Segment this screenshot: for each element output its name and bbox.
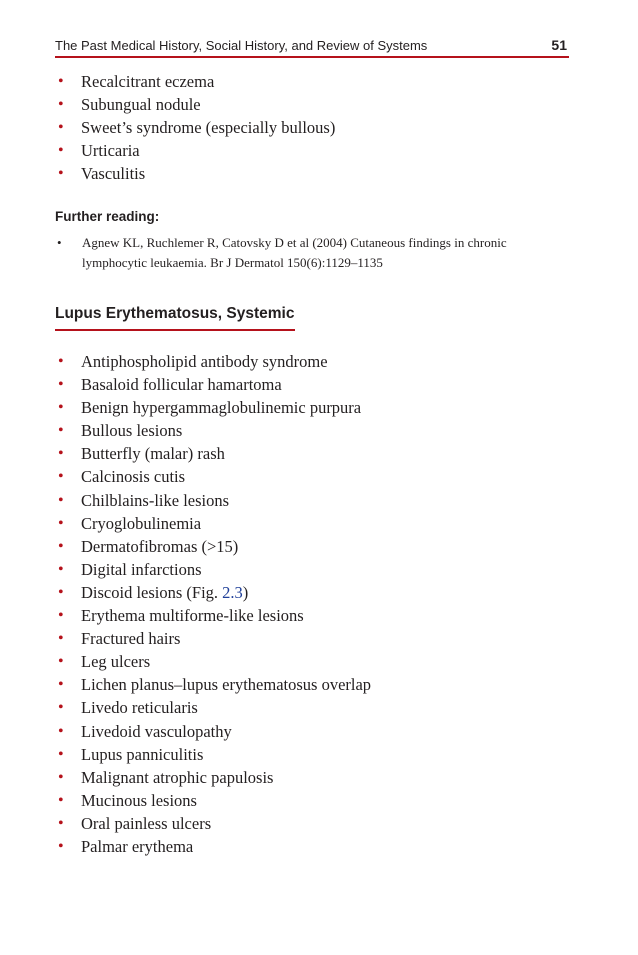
- list-item: [58, 673, 371, 696]
- bullet-icon: •: [58, 422, 64, 440]
- list-item: [58, 604, 371, 627]
- bullet-icon: •: [58, 96, 64, 114]
- list-item-text: Fractured hairs: [81, 629, 181, 649]
- reference-item: [57, 233, 547, 273]
- list-item-text: Leg ulcers: [81, 652, 151, 672]
- bullet-icon: •: [58, 445, 64, 463]
- list-item-text: Bullous lesions: [81, 421, 183, 441]
- list-item-text: Palmar erythema: [81, 836, 194, 856]
- list-item: [58, 558, 371, 581]
- list-item: [58, 465, 371, 488]
- bullet-icon: •: [58, 491, 64, 509]
- bullet-icon: •: [58, 514, 64, 532]
- list-item-text: Malignant atrophic papulosis: [81, 767, 274, 787]
- bullet-icon: •: [58, 583, 64, 601]
- list-item-text: Subungual nodule: [81, 95, 201, 115]
- list-item: [58, 766, 371, 789]
- list-item-text: Urticaria: [81, 141, 140, 161]
- top-bullet-list: [58, 70, 335, 185]
- bullet-icon: •: [58, 676, 64, 694]
- list-item-text: Sweet’s syndrome (especially bullous): [81, 118, 336, 138]
- list-item: [58, 116, 335, 139]
- list-item-text: Erythema multiforme-like lesions: [81, 606, 304, 626]
- list-item-text: Lichen planus–lupus erythematosus overlap: [81, 675, 372, 695]
- bullet-icon: •: [58, 119, 64, 137]
- bullet-icon: •: [57, 235, 62, 250]
- bullet-icon: •: [58, 353, 64, 370]
- bullet-icon: •: [58, 837, 64, 855]
- bullet-icon: •: [58, 630, 64, 648]
- bullet-icon: •: [58, 791, 64, 809]
- list-item-text: Livedo reticularis: [81, 698, 198, 718]
- bullet-icon: •: [58, 376, 64, 394]
- list-item-text: Antiphospholipid antibody syndrome: [81, 352, 328, 371]
- list-item: [58, 581, 371, 604]
- bullet-icon: •: [58, 607, 64, 625]
- bullet-icon: •: [58, 653, 64, 671]
- list-item: [58, 489, 371, 512]
- list-item: [58, 419, 371, 442]
- list-item: [58, 442, 371, 465]
- list-item: [58, 512, 371, 535]
- reference-line-2: lymphocytic leukaemia. Br J Dermatol 150(6):1129–1135: [82, 255, 383, 270]
- bullet-icon: •: [58, 745, 64, 763]
- list-item-text: Basaloid follicular hamartoma: [81, 375, 282, 395]
- figure-ref-suffix: ): [242, 582, 249, 602]
- further-reading-heading: Further reading:: [55, 209, 160, 224]
- list-item-text: Chilblains-like lesions: [81, 490, 230, 510]
- bullet-icon: •: [58, 722, 64, 740]
- list-item: [58, 93, 335, 116]
- reference-line-1: Agnew KL, Ruchlemer R, Catovsky D et al (2004) Cutaneous findings in chronic: [82, 235, 507, 250]
- list-item-text: Recalcitrant eczema: [81, 72, 215, 91]
- list-item: [58, 627, 371, 650]
- bullet-icon: •: [58, 699, 64, 717]
- list-item-text: Calcinosis cutis: [81, 467, 186, 487]
- list-item-text: Benign hypergammaglobulinemic purpura: [81, 398, 362, 418]
- list-item-text: Vasculitis: [81, 164, 146, 184]
- list-item: [58, 535, 371, 558]
- running-header-title: The Past Medical History, Social History, and Review of Systems: [55, 38, 428, 53]
- list-item-text: Oral painless ulcers: [81, 813, 212, 833]
- list-item-text: Discoid lesions (Fig.: [81, 582, 223, 602]
- list-item: [58, 835, 371, 858]
- list-item: [58, 396, 371, 419]
- bullet-icon: •: [58, 560, 64, 578]
- bullet-icon: •: [58, 73, 64, 90]
- list-item: [58, 789, 371, 812]
- list-item: [58, 720, 371, 743]
- list-item: [58, 139, 335, 162]
- bullet-icon: •: [58, 142, 64, 160]
- list-item-text: Livedoid vasculopathy: [81, 721, 232, 741]
- list-item-text: Mucinous lesions: [81, 790, 197, 810]
- list-item-text: Cryoglobulinemia: [81, 513, 202, 533]
- section-heading: Lupus Erythematosus, Systemic: [55, 305, 295, 331]
- list-item-text: Dermatofibromas (>15): [81, 536, 239, 556]
- bullet-icon: •: [58, 399, 64, 417]
- list-item: [58, 743, 371, 766]
- running-header: [55, 36, 569, 58]
- list-item: [58, 650, 371, 673]
- list-item: [58, 350, 371, 373]
- list-item: [58, 162, 335, 185]
- list-item-text: Butterfly (malar) rash: [81, 444, 225, 464]
- bullet-icon: •: [58, 537, 64, 555]
- page-number: 51: [551, 37, 567, 53]
- list-item: [58, 373, 371, 396]
- bullet-icon: •: [58, 814, 64, 832]
- main-bullet-list: [58, 350, 371, 858]
- bullet-icon: •: [58, 468, 64, 486]
- bullet-icon: •: [58, 768, 64, 786]
- list-item: [58, 70, 335, 93]
- list-item-text: Digital infarctions: [81, 559, 202, 579]
- figure-link[interactable]: 2.3: [222, 582, 243, 602]
- list-item: [58, 812, 371, 835]
- list-item-text: Lupus panniculitis: [81, 744, 204, 764]
- bullet-icon: •: [58, 165, 64, 183]
- list-item: [58, 696, 371, 719]
